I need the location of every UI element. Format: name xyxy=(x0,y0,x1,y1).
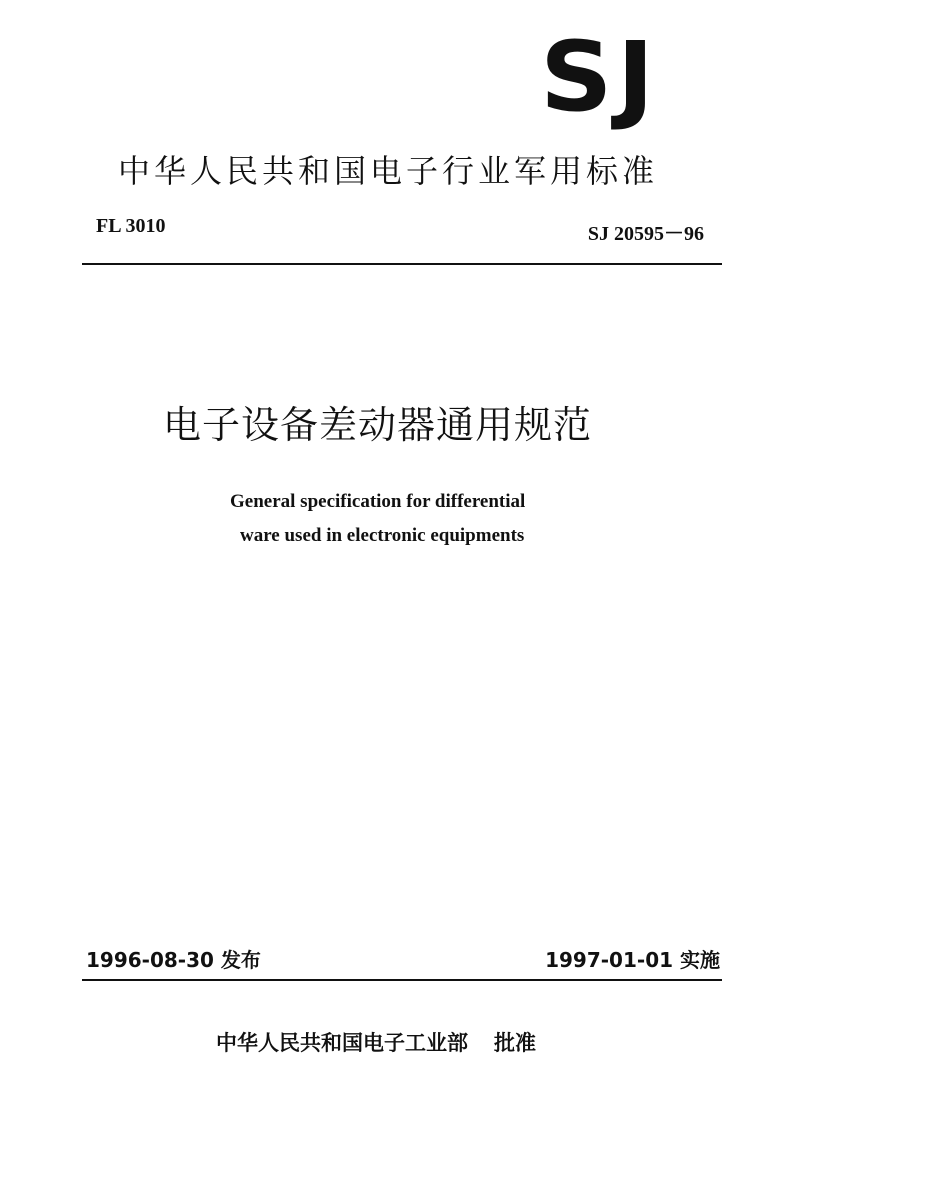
document-title-english xyxy=(230,485,630,553)
sj-logo: SJ xyxy=(540,21,659,133)
approval-line xyxy=(216,1027,536,1057)
classification-code: FL 3010 xyxy=(96,215,166,237)
approving-authority: 中华人民共和国电子工业部 xyxy=(216,1031,468,1055)
implementation-date: 1997-01-01 实施 xyxy=(545,948,720,972)
standard-number: SJ 20595－96 xyxy=(587,223,704,245)
document-title-chinese: 电子设备差动器通用规范 xyxy=(163,403,593,447)
issue-date: 1996-08-30 发布 xyxy=(86,948,261,972)
english-title-line-1: General specification for differential xyxy=(230,491,526,512)
footer-divider xyxy=(82,979,722,981)
header-divider xyxy=(82,263,722,265)
english-title-line-2: ware used in electronic equipments xyxy=(240,525,525,546)
standard-category-title: 中华人民共和国电子行业军用标准 xyxy=(118,152,659,190)
approval-action: 批准 xyxy=(494,1031,536,1055)
